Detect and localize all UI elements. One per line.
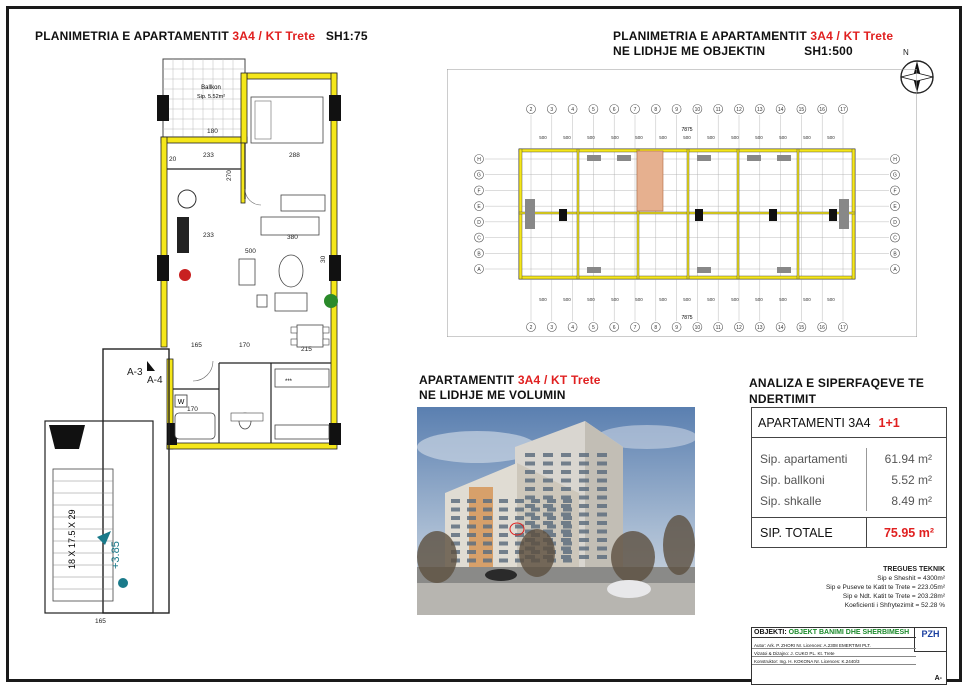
window (547, 516, 556, 520)
tech-line: Sip e Sheshit = 4300m² (877, 575, 945, 582)
axis-bubble-label: B (477, 251, 481, 258)
window (547, 525, 556, 529)
window (597, 538, 607, 542)
axis-bubble-label: E (477, 204, 481, 211)
balcony-area-label: Sip. 5.52m² (196, 94, 226, 100)
window (499, 499, 508, 503)
axis-bubble-label: 3 (550, 107, 554, 113)
window (563, 550, 572, 554)
window (515, 516, 524, 520)
window (467, 525, 476, 529)
area-table-header (752, 408, 946, 438)
axis-bubble-label: F (893, 188, 897, 195)
window (531, 499, 540, 503)
window (531, 516, 540, 520)
dim-label: 500 (683, 135, 691, 140)
dim-label: 500 (803, 135, 811, 140)
window (467, 550, 476, 554)
dim-label: 170 (239, 342, 250, 349)
dim-label: 233 (203, 232, 214, 239)
firm-logo (914, 628, 946, 652)
axis-bubble-label: C (477, 235, 481, 242)
window (561, 504, 571, 508)
dim-label: 500 (635, 135, 643, 140)
window (563, 542, 572, 546)
window (561, 547, 571, 551)
area-analysis-table (751, 407, 947, 548)
apartment-label: APARTAMENTI 3A4 (758, 415, 871, 430)
area-row-value: 61.94 m² (866, 448, 946, 469)
dim-label: 270 (226, 170, 233, 181)
window (543, 513, 553, 517)
window (451, 525, 460, 529)
building-render-image (417, 407, 695, 615)
axis-bubble-label: H (477, 157, 481, 163)
window (467, 533, 476, 537)
axis-bubble-label: 6 (612, 325, 616, 331)
window (563, 499, 572, 503)
window (563, 516, 572, 520)
window (561, 496, 571, 500)
window (467, 559, 476, 563)
window (547, 499, 556, 503)
area-row-label: Sip. shkalle (760, 493, 822, 508)
axis-bubble-label: 17 (840, 107, 846, 113)
axis-bubble-label: 15 (798, 325, 805, 331)
tech-line: Sip e Ndt. Katit te Trete = 203.28m² (842, 593, 945, 600)
dim-label: 233 (203, 152, 214, 159)
title-block-row: Autor: Ark. P. ZHORI Nr. Licences: A.2308 EMERTIMI PLT. (752, 642, 916, 649)
axis-bubble-label: 11 (715, 107, 721, 113)
window (515, 508, 524, 512)
window (579, 538, 589, 542)
window (483, 499, 492, 503)
firm-name: PZH (921, 629, 940, 639)
window (579, 487, 589, 491)
dim-label: 500 (539, 135, 547, 140)
area-row-label: Sip. apartamenti (760, 451, 848, 466)
axis-bubble-label: 6 (612, 107, 616, 113)
axis-bubble-label: 10 (694, 107, 701, 113)
level-label: +3.85 (110, 541, 122, 569)
axis-bubble-label: 10 (694, 325, 701, 331)
window (467, 542, 476, 546)
drawing-sheet (6, 6, 962, 682)
window (597, 555, 607, 559)
dim-label: 30 (320, 255, 327, 263)
window (483, 508, 492, 512)
dim-label: 500 (755, 297, 763, 302)
window (525, 496, 535, 500)
axis-left-group (475, 155, 484, 274)
window (543, 479, 553, 483)
window (499, 559, 508, 563)
window (483, 533, 492, 537)
dim-label: 500 (707, 297, 715, 302)
window (499, 516, 508, 520)
axis-bubble-label: 14 (777, 325, 784, 331)
window (561, 470, 571, 474)
axis-bubble-label: 7 (633, 325, 637, 331)
axis-bubble-label: 15 (798, 107, 805, 113)
area-total-row (752, 517, 946, 547)
window (579, 462, 589, 466)
title-block-row: Vizatoi & Dizajno: J. CUKO PL. Kt. Trete (752, 650, 916, 657)
window (467, 508, 476, 512)
dim-label: 500 (803, 297, 811, 302)
window (579, 530, 589, 534)
axis-bubble-label: 13 (757, 325, 763, 331)
window (499, 525, 508, 529)
window (579, 496, 589, 500)
window (563, 533, 572, 537)
dim-label: 20 (169, 156, 177, 163)
area-row-value: 5.52 m² (866, 469, 946, 490)
axis-bubble-label: 9 (675, 107, 678, 113)
window (561, 462, 571, 466)
tech-heading: TREGUES TEKNIK (883, 566, 945, 573)
window (561, 479, 571, 483)
axis-bubble-label: 9 (675, 325, 678, 331)
area-row-value: 8.49 m² (866, 490, 946, 511)
dim-label: 500 (779, 297, 787, 302)
total-dim-top: 7875 (681, 127, 693, 133)
window (561, 513, 571, 517)
object-name: OBJEKT BANIMI DHE SHERBIMESH (788, 629, 910, 636)
dim-label: 180 (207, 128, 218, 135)
window (563, 508, 572, 512)
section-a4-label: A-4 (147, 375, 163, 386)
total-value: 75.95 m² (866, 518, 946, 547)
window (483, 550, 492, 554)
area-row (752, 448, 946, 469)
dim-label: 500 (611, 135, 619, 140)
window (597, 530, 607, 534)
window (579, 547, 589, 551)
analysis-title: ANALIZA E SIPERFAQEVE TE NDERTIMIT (749, 376, 925, 406)
object-name-row (752, 628, 916, 638)
compass-label: N (903, 48, 909, 57)
dim-label: 380 (287, 234, 298, 241)
axis-bubble-label: G (893, 172, 897, 179)
window (467, 516, 476, 520)
dim-label: 500 (827, 135, 835, 140)
dim-label: 500 (611, 297, 619, 302)
window (525, 521, 535, 525)
dim-label: 500 (659, 135, 667, 140)
window (597, 513, 607, 517)
area-row-label: Sip. ballkoni (760, 472, 825, 487)
window (563, 525, 572, 529)
balcony-label: Ballkon (201, 85, 221, 91)
axis-bubble-label: 17 (840, 325, 846, 331)
axis-bubble-label: A (477, 267, 481, 273)
window (543, 470, 553, 474)
dim-label: 500 (683, 297, 691, 302)
window (579, 504, 589, 508)
axis-bubble-label: 3 (550, 325, 554, 331)
window (579, 453, 589, 457)
window (499, 550, 508, 554)
window (579, 521, 589, 525)
tech-line: Koeficienti i Shfrytezimit = 52.28 % (844, 602, 945, 609)
axis-bubble-label: 8 (654, 325, 658, 331)
window (499, 508, 508, 512)
window (543, 521, 553, 525)
axis-bubble-label: D (893, 219, 897, 226)
axis-bubble-label: 12 (736, 325, 742, 331)
apartment-type: 1+1 (878, 415, 900, 430)
dim-label: 500 (827, 297, 835, 302)
window (515, 499, 524, 503)
apartment-floorplan (35, 49, 355, 623)
axis-bubble-label: C (893, 235, 897, 242)
axis-bubble-label: 8 (654, 107, 658, 113)
window (579, 479, 589, 483)
axis-bubble-label: F (477, 188, 481, 195)
axis-bubble-label: G (477, 172, 481, 179)
window (499, 533, 508, 537)
window (451, 516, 460, 520)
window (597, 504, 607, 508)
dim-label: 500 (635, 297, 643, 302)
dim-label: 500 (563, 297, 571, 302)
window (561, 487, 571, 491)
washing-machine-label: W (177, 399, 185, 406)
window (597, 462, 607, 466)
window (579, 513, 589, 517)
axis-bubble-label: 5 (592, 107, 595, 113)
window (483, 559, 492, 563)
dim-label: 500 (731, 135, 739, 140)
tech-line: Sip e Puseve te Katit te Trete = 223.05m² (825, 584, 945, 591)
dim-label: 165 (95, 618, 106, 623)
context-title: PLANIMETRIA E APARTAMENTIT 3A4 / KT Trete NE LIDHJE ME OBJEKTIN SH1:500 (613, 29, 894, 58)
axis-bubble-label: 2 (529, 107, 533, 113)
window (451, 499, 460, 503)
object-label: OBJEKTI: (754, 629, 787, 636)
dim-label: 500 (539, 297, 547, 302)
window (525, 479, 535, 483)
window (543, 487, 553, 491)
dim-label: 500 (755, 135, 763, 140)
dim-label: 288 (289, 152, 300, 159)
window (579, 555, 589, 559)
axis-bubble-label: D (477, 219, 481, 226)
window (561, 538, 571, 542)
area-row (752, 490, 946, 511)
total-label: SIP. TOTALE (760, 525, 833, 540)
sheet-number: A- (934, 675, 942, 682)
window (563, 559, 572, 563)
dim-label: 500 (587, 297, 595, 302)
window (561, 555, 571, 559)
window (467, 499, 476, 503)
window (597, 521, 607, 525)
window (525, 504, 535, 508)
technical-indicators (809, 565, 945, 610)
axis-top-group (527, 105, 848, 114)
axis-bubble-label: 11 (715, 325, 721, 331)
axis-bubble-label: 12 (736, 107, 742, 113)
stairs-spec-label: 18 X 17.5 X 29 (67, 509, 77, 569)
window (597, 547, 607, 551)
area-row (752, 469, 946, 490)
window (597, 479, 607, 483)
dim-label: 500 (563, 135, 571, 140)
window (597, 496, 607, 500)
appliance-label: *** (285, 379, 293, 385)
window (597, 453, 607, 457)
axis-right-group (891, 155, 900, 274)
axis-bubble-label: 14 (777, 107, 784, 113)
window (543, 453, 553, 457)
window (525, 513, 535, 517)
dim-label: 500 (587, 135, 595, 140)
axis-bubble-label: A (893, 267, 897, 273)
axis-bubble-label: H (893, 157, 897, 163)
axis-bubble-label: 2 (529, 325, 533, 331)
dim-label: 215 (301, 346, 312, 353)
axis-bubble-label: 7 (633, 107, 637, 113)
window (543, 504, 553, 508)
axis-bubble-label: 4 (571, 107, 574, 113)
dim-label: 500 (245, 248, 256, 255)
axis-bubble-label: 13 (757, 107, 763, 113)
axis-bubble-label: 4 (571, 325, 574, 331)
total-dim-bottom: 7875 (681, 315, 693, 321)
window (499, 542, 508, 546)
window (531, 525, 540, 529)
window (525, 453, 535, 457)
window (483, 542, 492, 546)
window (597, 487, 607, 491)
dim-label: 500 (707, 135, 715, 140)
window (561, 521, 571, 525)
window (547, 508, 556, 512)
window (525, 487, 535, 491)
floorplan-title: PLANIMETRIA E APARTAMENTIT 3A4 / KT Trete SH1:75 (35, 29, 368, 43)
axis-bubble-label: 16 (819, 107, 825, 113)
volume-title: APARTAMENTIT 3A4 / KT Trete NE LIDHJE ME VOLUMIN (419, 373, 601, 402)
window (451, 533, 460, 537)
title-block (751, 627, 947, 685)
window (531, 508, 540, 512)
window (561, 453, 571, 457)
dim-label: 500 (779, 135, 787, 140)
window (451, 508, 460, 512)
window (597, 470, 607, 474)
window (525, 462, 535, 466)
window (561, 530, 571, 534)
axis-bubble-label: E (893, 204, 897, 211)
window (525, 470, 535, 474)
axis-bubble-label: B (893, 251, 897, 258)
axis-bubble-label: 16 (819, 325, 825, 331)
building-context-plan (447, 69, 917, 337)
window (579, 470, 589, 474)
axis-bubble-label: 5 (592, 325, 595, 331)
section-a3-label: A-3 (127, 367, 143, 378)
dim-label: 165 (191, 342, 202, 349)
dim-label: 500 (731, 297, 739, 302)
dim-label: 170 (187, 406, 198, 413)
axis-bottom-group (527, 323, 848, 332)
window (543, 462, 553, 466)
title-block-row: Konstruktor: Ing. H. KOKONA Nr. Licences: K.2440/3 (752, 658, 916, 665)
dim-label: 500 (659, 297, 667, 302)
window (483, 525, 492, 529)
window (543, 496, 553, 500)
window (483, 516, 492, 520)
